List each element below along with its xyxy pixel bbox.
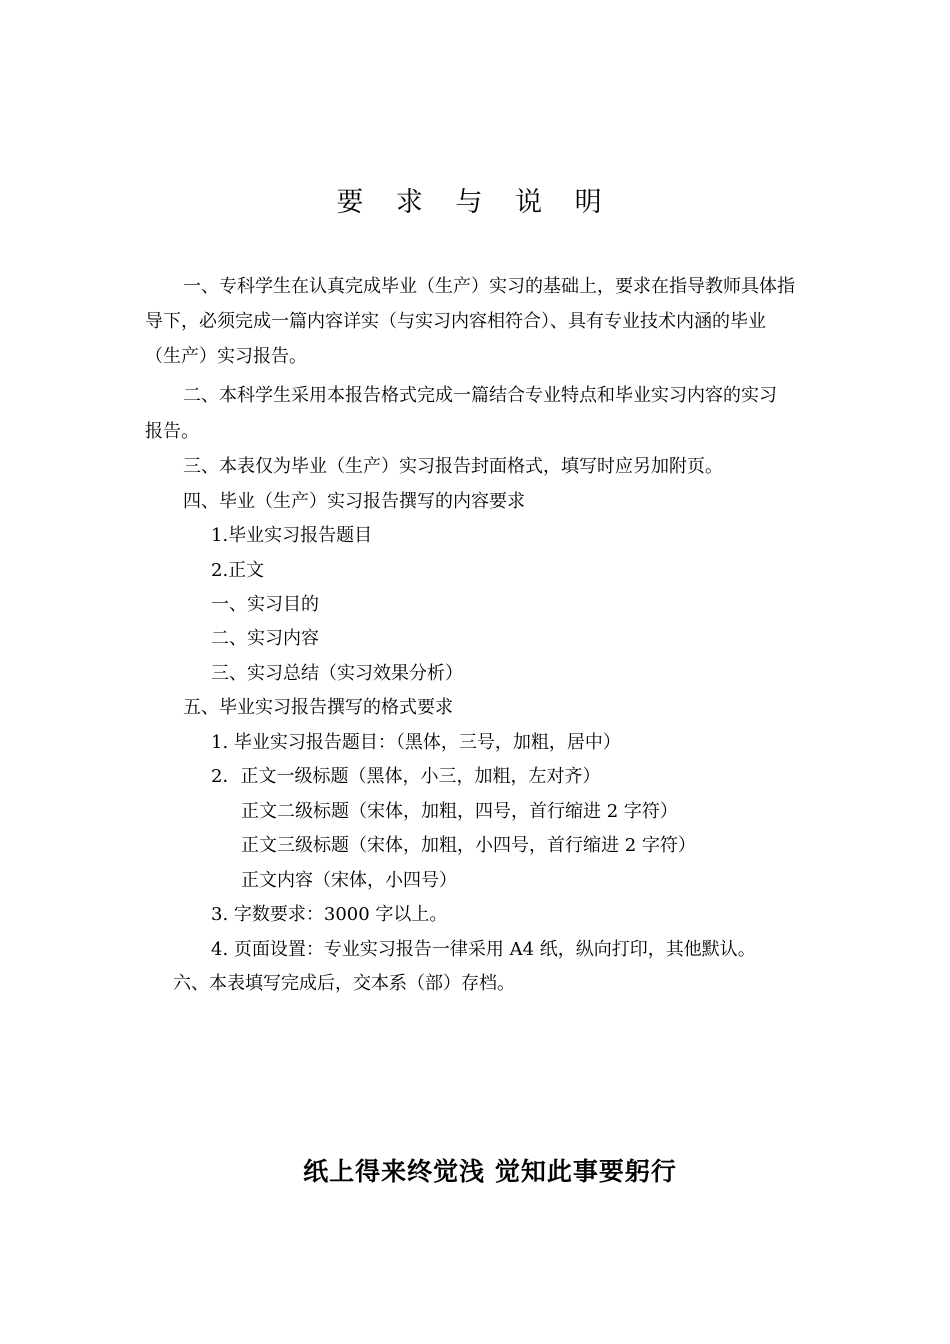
para5-item2b: 正文二级标题（宋体，加粗，四号，首行缩进 2 字符） xyxy=(241,801,678,822)
slogan: 纸上得来终觉浅 觉知此事要躬行 xyxy=(303,1157,677,1186)
para5-item3: 3. 字数要求：3000 字以上。 xyxy=(211,904,448,925)
para1-line2: 导下，必须完成一篇内容详实（与实习内容相符合）、具有专业技术内涵的毕业 xyxy=(145,311,766,332)
para5-item2: 2．正文一级标题（黑体，小三，加粗，左对齐） xyxy=(211,766,601,787)
page-title: 要 求 与 说 明 xyxy=(336,187,614,218)
para2-line2: 报告。 xyxy=(145,421,199,442)
para4-heading: 四、毕业（生产）实习报告撰写的内容要求 xyxy=(183,491,525,512)
para5-item2d: 正文内容（宋体，小四号） xyxy=(241,870,457,891)
para5-item2c: 正文三级标题（宋体，加粗，小四号，首行缩进 2 字符） xyxy=(241,835,696,856)
para4-item2: 2.正文 xyxy=(211,560,265,581)
para1-line3: （生产）实习报告。 xyxy=(145,346,307,367)
para6: 六、本表填写完成后，交本系（部）存档。 xyxy=(173,973,515,994)
para4-item1: 1.毕业实习报告题目 xyxy=(211,525,373,546)
para5-item4: 4. 页面设置：专业实习报告一律采用 A4 纸，纵向打印，其他默认。 xyxy=(211,939,756,960)
para4-sub1: 一、实习目的 xyxy=(211,594,319,615)
para5-item1: 1. 毕业实习报告题目：（黑体，三号，加粗，居中） xyxy=(211,732,621,753)
para2-line1: 二、本科学生采用本报告格式完成一篇结合专业特点和毕业实习内容的实习 xyxy=(183,385,777,406)
para1-line1: 一、专科学生在认真完成毕业（生产）实习的基础上，要求在指导教师具体指 xyxy=(183,276,795,297)
para4-sub3: 三、实习总结（实习效果分析） xyxy=(211,663,463,684)
para5-heading: 五、毕业实习报告撰写的格式要求 xyxy=(183,697,453,718)
para4-sub2: 二、实习内容 xyxy=(211,628,319,649)
para3: 三、本表仅为毕业（生产）实习报告封面格式，填写时应另加附页。 xyxy=(183,456,723,477)
